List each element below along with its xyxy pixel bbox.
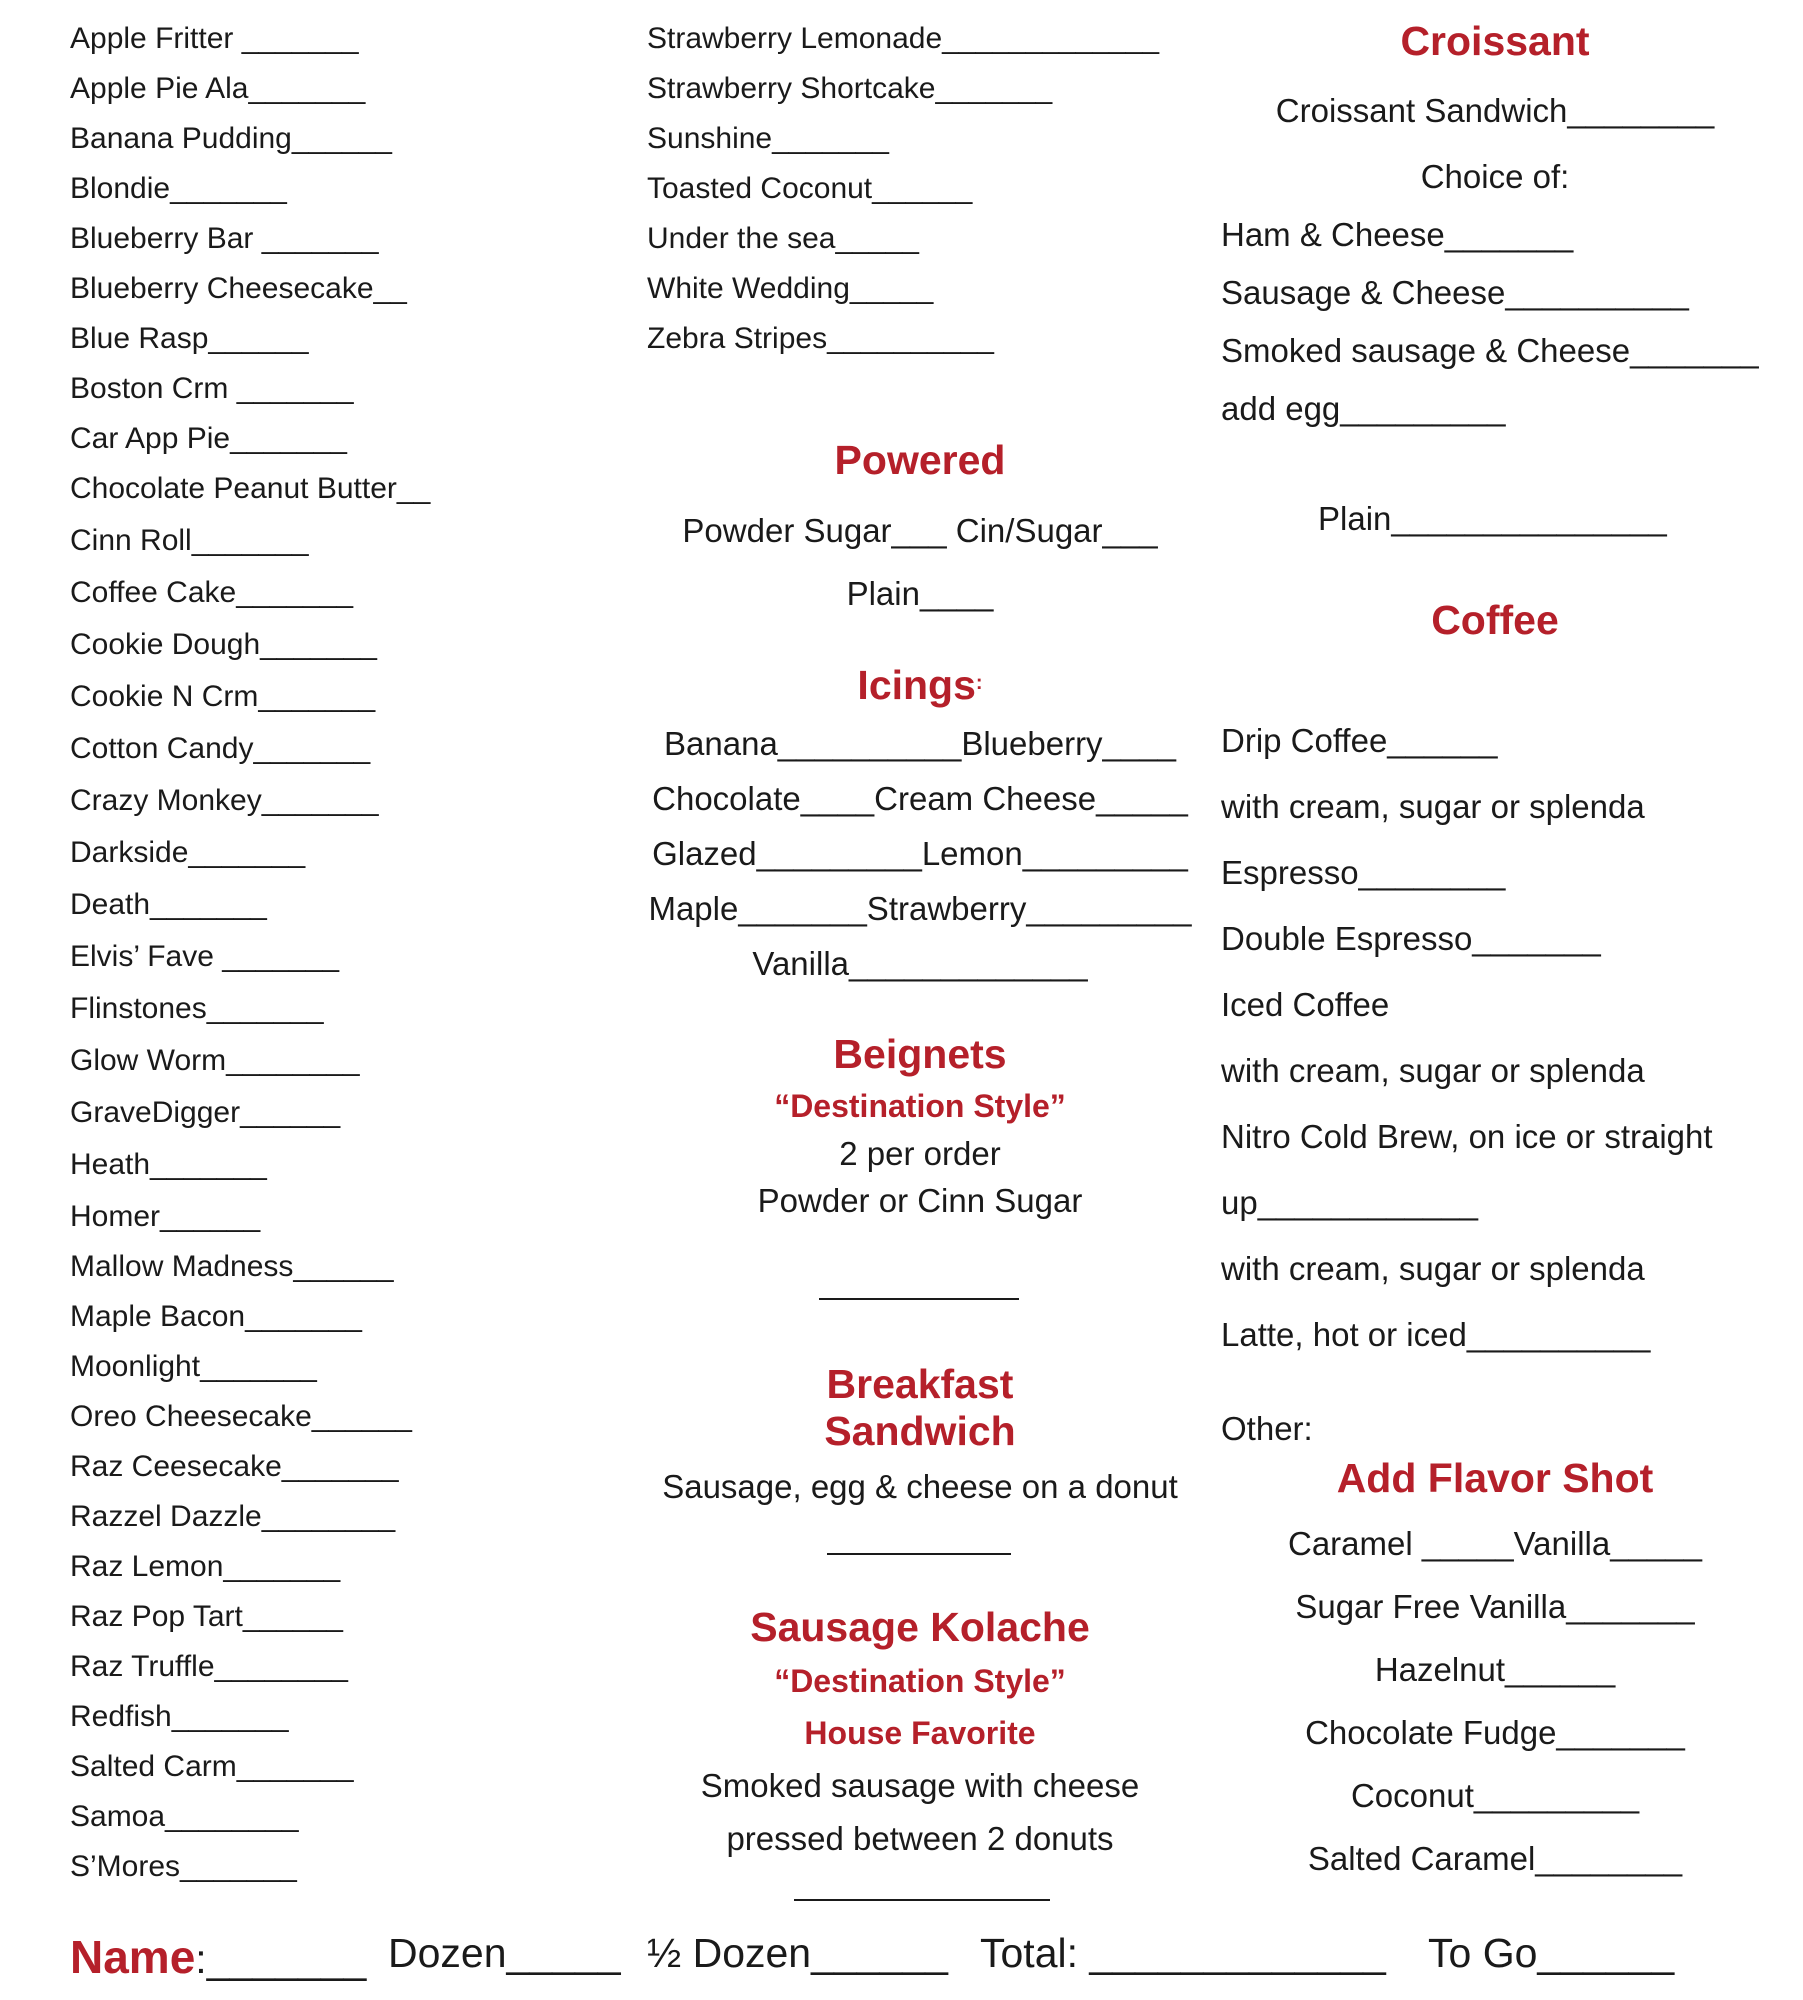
list-item: Glow Worm________	[70, 1044, 360, 1077]
list-item: Heath_______	[70, 1148, 267, 1181]
breakfast-heading-line1: Breakfast	[826, 1361, 1014, 1407]
beignets-blank-line	[819, 1298, 1019, 1300]
coffee-item: with cream, sugar or splenda	[1221, 1250, 1645, 1287]
list-item: Blue Rasp______	[70, 322, 309, 355]
beignets-choice: Powder or Cinn Sugar	[757, 1182, 1083, 1219]
list-item: Car App Pie_______	[70, 422, 347, 455]
icing-row: Maple_______Strawberry_________	[648, 890, 1192, 927]
flavor-item: Sugar Free Vanilla_______	[1295, 1588, 1695, 1625]
croissant-option: Sausage & Cheese__________	[1221, 274, 1689, 311]
flavor-item: Coconut_________	[1350, 1777, 1640, 1814]
list-item: Under the sea_____	[647, 222, 919, 255]
list-item: Darkside_______	[70, 836, 306, 869]
croissant-sandwich: Croissant Sandwich________	[1275, 92, 1715, 129]
list-item: Redfish_______	[70, 1700, 289, 1733]
kolache-style: “Destination Style”	[774, 1663, 1066, 1699]
total-field[interactable]: Total: _____________	[980, 1930, 1386, 1976]
croissant-choice: Choice of:	[1420, 158, 1570, 195]
list-item: Raz Ceesecake_______	[70, 1450, 399, 1483]
list-item: Cotton Candy_______	[70, 732, 371, 765]
list-item: Cookie Dough_______	[70, 628, 377, 661]
list-item: Cookie N Crm_______	[70, 680, 376, 713]
icings-heading-suffix: :	[975, 672, 983, 694]
list-item: Chocolate Peanut Butter__	[70, 472, 431, 505]
name-field[interactable]	[70, 1930, 366, 1984]
powered-options: Powder Sugar___ Cin/Sugar___	[682, 512, 1158, 549]
to-go-field[interactable]: To Go______	[1428, 1930, 1675, 1976]
croissant-option: Smoked sausage & Cheese_______	[1221, 332, 1759, 369]
order-footer	[70, 1930, 1800, 1990]
icings-heading	[630, 662, 1210, 709]
flavor-heading: Add Flavor Shot	[1336, 1455, 1654, 1501]
list-item: Elvis’ Fave _______	[70, 940, 340, 973]
list-item: Razzel Dazzle________	[70, 1500, 396, 1533]
kolache-desc-line1: Smoked sausage with cheese	[700, 1767, 1140, 1804]
list-item: Blondie_______	[70, 172, 287, 205]
icing-row: Vanilla_____________	[752, 945, 1088, 982]
flavor-item: Chocolate Fudge_______	[1305, 1714, 1685, 1751]
list-item: Raz Pop Tart______	[70, 1600, 343, 1633]
list-item: Apple Fritter _______	[70, 22, 359, 55]
icings-heading-text: Icings	[857, 662, 976, 708]
coffee-item: Iced Coffee	[1221, 986, 1390, 1023]
croissant-option: Ham & Cheese_______	[1221, 216, 1574, 253]
list-item: Toasted Coconut______	[647, 172, 973, 205]
beignets-per-order: 2 per order	[839, 1135, 1001, 1172]
list-item: Raz Lemon_______	[70, 1550, 341, 1583]
kolache-heading: Sausage Kolache	[750, 1604, 1090, 1650]
name-label: Name	[70, 1931, 196, 1983]
breakfast-heading-line2: Sandwich	[824, 1408, 1016, 1454]
croissant-option: add egg_________	[1221, 390, 1506, 427]
name-blank: :_______	[195, 1936, 367, 1982]
list-item: Boston Crm _______	[70, 372, 354, 405]
coffee-heading: Coffee	[1431, 597, 1559, 643]
kolache-desc-line2: pressed between 2 donuts	[726, 1820, 1114, 1857]
coffee-other: Other:	[1221, 1410, 1313, 1447]
flavor-item: Hazelnut______	[1374, 1651, 1616, 1688]
icing-row: Glazed_________Lemon_________	[652, 835, 1188, 872]
list-item: Zebra Stripes__________	[647, 322, 994, 355]
powered-plain: Plain____	[846, 575, 994, 612]
list-item: Strawberry Lemonade_____________	[647, 22, 1160, 55]
beignets-style: “Destination Style”	[774, 1088, 1066, 1124]
list-item: Samoa________	[70, 1800, 299, 1833]
kolache-blank-line	[794, 1899, 1050, 1901]
list-item: GraveDigger______	[70, 1096, 341, 1129]
list-item: Apple Pie Ala_______	[70, 72, 366, 105]
list-item: Maple Bacon_______	[70, 1300, 362, 1333]
list-item: White Wedding_____	[647, 272, 934, 305]
beignets-heading: Beignets	[833, 1031, 1007, 1077]
half-dozen-field[interactable]: ½ Dozen______	[647, 1930, 948, 1976]
list-item: S’Mores_______	[70, 1850, 297, 1883]
list-item: Coffee Cake_______	[70, 576, 354, 609]
list-item: Death_______	[70, 888, 267, 921]
coffee-item: with cream, sugar or splenda	[1221, 788, 1645, 825]
flavor-item: Salted Caramel________	[1307, 1840, 1683, 1877]
list-item: Cinn Roll_______	[70, 524, 309, 557]
list-item: Homer______	[70, 1200, 261, 1233]
icing-row: Banana__________Blueberry____	[664, 725, 1176, 762]
list-item: Raz Truffle________	[70, 1650, 348, 1683]
list-item: Oreo Cheesecake______	[70, 1400, 412, 1433]
breakfast-desc: Sausage, egg & cheese on a donut	[662, 1468, 1178, 1505]
list-item: Flinstones_______	[70, 992, 324, 1025]
list-item: Blueberry Bar _______	[70, 222, 379, 255]
icing-row: Chocolate____Cream Cheese_____	[652, 780, 1188, 817]
list-item: Banana Pudding______	[70, 122, 392, 155]
list-item: Blueberry Cheesecake__	[70, 272, 407, 305]
breakfast-blank-line	[827, 1553, 1011, 1555]
croissant-plain: Plain_______________	[1318, 500, 1667, 537]
list-item: Crazy Monkey_______	[70, 784, 379, 817]
powered-heading: Powered	[834, 437, 1006, 483]
list-item: Sunshine_______	[647, 122, 889, 155]
coffee-item: with cream, sugar or splenda	[1221, 1052, 1645, 1089]
list-item: Mallow Madness______	[70, 1250, 394, 1283]
coffee-item: Drip Coffee______	[1221, 722, 1498, 759]
coffee-item: up____________	[1221, 1184, 1478, 1221]
list-item: Strawberry Shortcake_______	[647, 72, 1053, 105]
coffee-item: Double Espresso_______	[1221, 920, 1601, 957]
list-item: Salted Carm_______	[70, 1750, 354, 1783]
coffee-item: Latte, hot or iced__________	[1221, 1316, 1651, 1353]
coffee-item: Espresso________	[1221, 854, 1506, 891]
kolache-favorite: House Favorite	[804, 1715, 1036, 1751]
list-item: Moonlight_______	[70, 1350, 317, 1383]
dozen-field[interactable]: Dozen_____	[388, 1930, 621, 1976]
coffee-item: Nitro Cold Brew, on ice or straight	[1221, 1118, 1713, 1155]
croissant-heading: Croissant	[1400, 18, 1590, 64]
flavor-item: Caramel _____Vanilla_____	[1287, 1525, 1702, 1562]
